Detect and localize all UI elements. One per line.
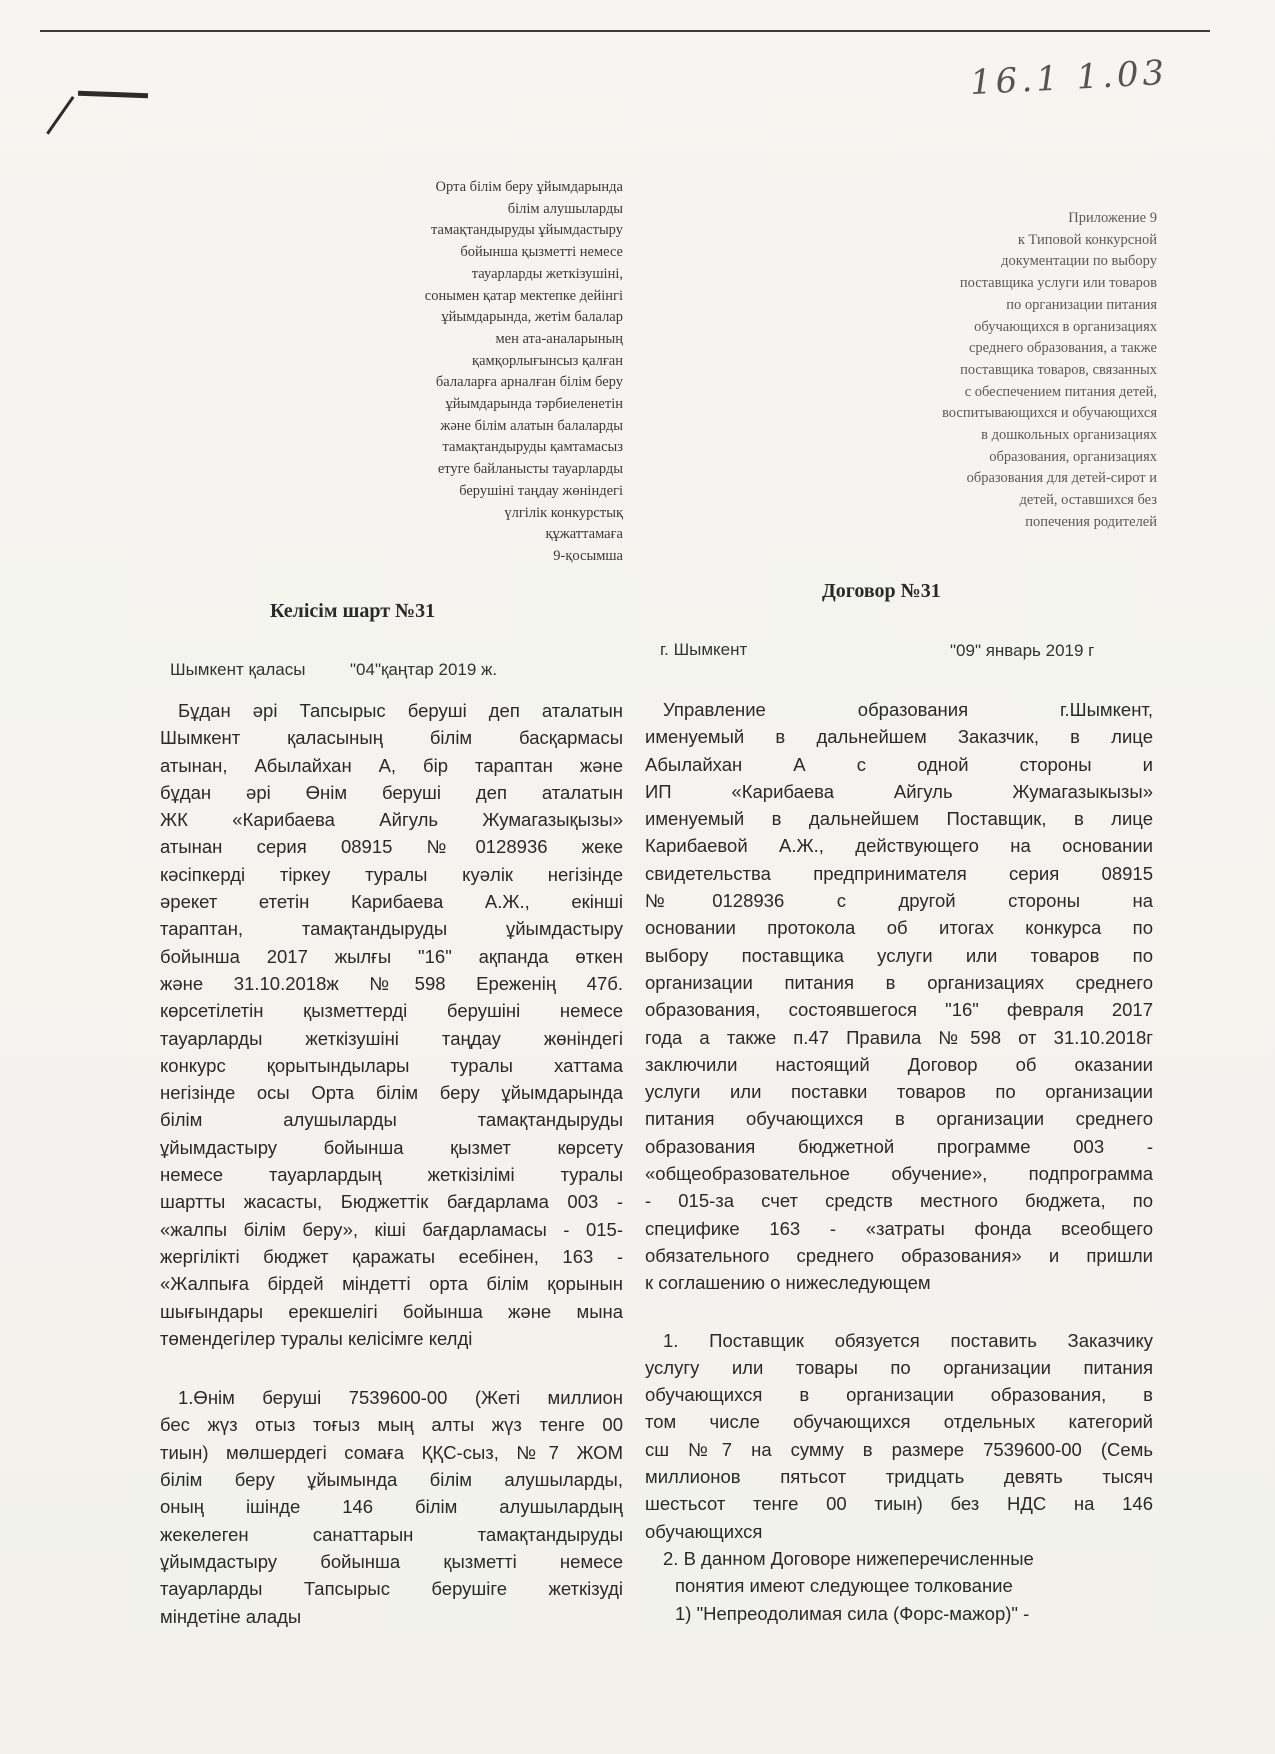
text-line: жергілікті бюджет қаражаты есебінен, 163 -: [160, 1245, 623, 1267]
text-line: поставщика услуги или товаров: [959, 275, 1157, 292]
clause-1-kz: [160, 1384, 623, 1630]
text-line: том числе обучающихся отдельных категорий: [645, 1411, 1153, 1433]
text-line: бес жүз отыз тоғыз мың алты жүз тенге 00: [160, 1414, 623, 1436]
text-line: - 015-за счет средств местного бюджета, по: [645, 1190, 1153, 1212]
text-line: «жалпы білім беру», кіші бағдарламасы - 015-: [160, 1218, 623, 1240]
text-line: шығындары ерекшелігі бойынша және мына: [160, 1300, 623, 1322]
text-line: обучающихся: [645, 1520, 763, 1542]
text-line: білім алушыларды тамақтандыруды: [160, 1109, 623, 1131]
text-line: Шымкент қаласының білім басқармасы: [160, 727, 623, 749]
text-line: және 31.10.2018ж №598 Ереженің 47б.: [160, 972, 623, 994]
clause-2-1-ru: [645, 1600, 1153, 1627]
text-line: к соглашению о нижеследующем: [645, 1272, 931, 1294]
text-line: білім алушыларды: [507, 200, 623, 217]
text-line: питания обучающихся в организации среднего: [645, 1108, 1153, 1130]
text-line: именуемый в дальнейшем Поставщик, в лице: [645, 808, 1153, 830]
text-line: обучающихся в организации образования, в: [645, 1384, 1153, 1406]
date-kz: "04"қаңтар 2019 ж.: [350, 660, 498, 679]
text-line: образования, состоявшегося "16" февраля 2017: [645, 999, 1153, 1021]
text-line: тараптан, тамақтандыруды ұйымдастыру: [160, 918, 623, 940]
text-line: именуемый в дальнейшем Заказчик, в лице: [645, 726, 1153, 748]
text-line: попечения родителей: [1025, 513, 1157, 530]
text-line: 9-қосымша: [553, 547, 623, 564]
contract-title-ru: Договор №31: [822, 580, 941, 602]
text-line: к Типовой конкурсной: [1017, 231, 1157, 248]
text-line: тауарларды жеткізушіні таңдау жөніндегі: [160, 1027, 623, 1049]
text-line: етуге байланысты тауарларды: [437, 461, 623, 478]
text-line: бұдан әрі Өнім беруші деп аталатын: [160, 781, 623, 803]
text-line: тамақтандыруды қамтамасыз: [442, 439, 623, 456]
contract-body-kz: [160, 697, 623, 1630]
text-line: қамқорлығынсыз қалған: [472, 352, 623, 369]
text-line: детей, оставшихся без: [1019, 492, 1157, 509]
text-line: ұйымдастыру бойынша қызметті немесе: [160, 1550, 623, 1572]
annex-header-ru: [850, 208, 1157, 534]
clause-2-ru: [645, 1545, 1153, 1600]
text-line: с обеспечением питания детей,: [964, 383, 1157, 400]
text-line: миллионов пятьсот тридцать девять тысяч: [645, 1466, 1153, 1488]
text-line: обязательного среднего образования» и пришли: [645, 1244, 1153, 1266]
text-line: года а также п.47 Правила №598 от 31.10.2018г: [645, 1026, 1153, 1048]
text-line: бойынша қызметті немесе: [460, 244, 623, 261]
text-line: шестьсот тенге 00 тиын) без НДС на 146: [645, 1493, 1153, 1515]
text-line: конкурс қорытындылары туралы хаттама: [160, 1054, 623, 1076]
text-line: сонымен қатар мектепке дейінгі: [424, 287, 623, 304]
text-line: «Жалпыға бірдей міндетті орта білім қорынын: [160, 1273, 623, 1295]
text-line: атынан серия 08915 №0128936 жеке: [160, 836, 623, 858]
text-line: по организации питания: [1006, 296, 1157, 313]
text-line: Карибаевой А.Ж., действующего на основании: [645, 835, 1153, 857]
city-ru: г. Шымкент: [660, 640, 748, 659]
text-line: көрсетілетін қызметтерді берушіні немесе: [160, 1000, 623, 1022]
text-line: обучающихся в организациях: [974, 318, 1157, 335]
text-line: үлгілік конкурстық: [504, 504, 623, 521]
text-line: төмендегілер туралы келісімге келді: [160, 1327, 473, 1349]
text-line: ұйымдастыру бойынша қызмет көрсету: [160, 1136, 623, 1158]
text-line: Абылайхан А с одной стороны и: [645, 753, 1153, 775]
annex-header-kz: [330, 177, 623, 568]
top-edge-line: [40, 30, 1210, 32]
text-line: основании протокола об итогах конкурса по: [645, 917, 1153, 939]
text-line: тауарларды Тапсырыс берушіге жеткізуді: [160, 1578, 623, 1600]
text-line: құжаттамаға: [545, 526, 623, 543]
text-line: услуги или поставки товаров по организации: [645, 1081, 1153, 1103]
scan-mark: [78, 91, 148, 98]
date-ru: "09" январь 2019 г: [950, 641, 1095, 660]
text-line: организации питания в организациях среднего: [645, 971, 1153, 993]
text-line: балаларға арналған білім беру: [435, 374, 623, 391]
text-line: жекелеген санаттарын тамақтандыруды: [160, 1523, 623, 1545]
text-line: ұйымдарында тәрбиеленетін: [445, 396, 623, 413]
text-line: среднего образования, а также: [968, 340, 1157, 357]
text-line: поставщика товаров, связанных: [960, 361, 1157, 378]
text-line: Орта білім беру ұйымдарында: [435, 179, 623, 195]
text-line: образования для детей-сирот и: [966, 470, 1157, 487]
text-line: «общеобразовательное обучение», подпрограмма: [645, 1163, 1153, 1185]
preamble-ru: [645, 696, 1153, 1297]
text-line: 1. Поставщик обязуется поставить Заказчику: [663, 1329, 1153, 1351]
text-line: оның ішінде 146 білім алушылардың: [160, 1496, 623, 1518]
text-line: Бұдан әрі Тапсырыс беруші деп аталатын: [178, 700, 623, 721]
text-line: Управление образования г.Шымкент,: [663, 699, 1153, 720]
text-line: в дошкольных организациях: [981, 427, 1157, 444]
text-line: мен ата-аналарының: [495, 330, 623, 347]
text-line: 1.Өнім беруші 7539600-00 (Жеті миллион: [178, 1387, 623, 1409]
text-line: берушіні таңдау жөніндегі: [459, 482, 623, 499]
text-line: бойынша 2017 жылғы "16" ақпанда өткен: [160, 945, 623, 967]
text-line: выбору поставщика услуги или товаров по: [645, 944, 1153, 966]
text-line: білім беру ұйымында білім алушыларды,: [160, 1469, 623, 1491]
text-line: ұйымдарында, жетім балалар: [441, 309, 623, 326]
text-line: специфике 163 - «затраты фонда всеобщего: [645, 1217, 1153, 1239]
text-line: тамақтандыруды ұйымдастыру: [430, 222, 623, 239]
text-line: ИП «Карибаева Айгуль Жумагазыкызы»: [645, 780, 1153, 802]
text-line: және білім алатын балаларды: [440, 417, 623, 434]
text-line: ЖК «Карибаева Айгуль Жумагазықызы»: [160, 809, 623, 831]
city-kz: Шымкент қаласы: [170, 660, 306, 679]
contract-body-ru: [645, 696, 1153, 1627]
text-line: тиын) мөлшердегі сомаға ҚҚС-сыз, №7 ЖОМ: [160, 1441, 623, 1463]
text-line: воспитывающихся и обучающихся: [942, 405, 1157, 422]
text-line: документации по выбору: [1001, 253, 1157, 270]
text-line: №0128936 с другой стороны на: [645, 890, 1153, 912]
text-line: свидетельства предпринимателя серия 08915: [645, 862, 1153, 884]
text-line: 1) "Непреодолимая сила (Форс-мажор)" -: [675, 1602, 1030, 1624]
text-line: немесе тауарлардың жеткізілімі туралы: [160, 1164, 623, 1186]
clause-1-ru: [645, 1327, 1153, 1545]
text-line: заключили настоящий Договор об оказании: [645, 1053, 1153, 1075]
text-line: шартты жасасты, Бюджеттік бағдарлама 003 -: [160, 1191, 623, 1213]
text-line: әрекет ететін Карибаева А.Ж., екінші: [160, 891, 623, 913]
text-line: услугу или товары по организации питания: [645, 1356, 1153, 1378]
text-line: образования, организациях: [989, 448, 1157, 465]
text-line: понятия имеют следующее толкование: [675, 1575, 1013, 1597]
text-line: кәсіпкерді тіркеу туралы куәлік негізінде: [160, 863, 623, 885]
text-line: образования бюджетной программе 003 -: [645, 1135, 1153, 1157]
text-line: атынан, Абылайхан А, бір тараптан және: [160, 754, 623, 776]
text-line: негізінде осы Орта білім беру ұйымдарында: [160, 1082, 623, 1104]
preamble-kz: [160, 697, 623, 1352]
text-line: 2. В данном Договоре нижеперечисленные: [663, 1547, 1034, 1569]
scan-mark-slash: [46, 96, 74, 135]
text-line: Приложение 9: [1068, 210, 1157, 226]
text-line: сш №7 на сумму в размере 7539600-00 (Семь: [645, 1438, 1153, 1460]
text-line: міндетіне алады: [160, 1605, 302, 1627]
contract-title-kz: Келісім шарт №31: [270, 600, 436, 622]
handwritten-note: 16.1 1.03: [969, 52, 1170, 104]
text-line: тауарларды жеткізушіні,: [471, 265, 623, 282]
